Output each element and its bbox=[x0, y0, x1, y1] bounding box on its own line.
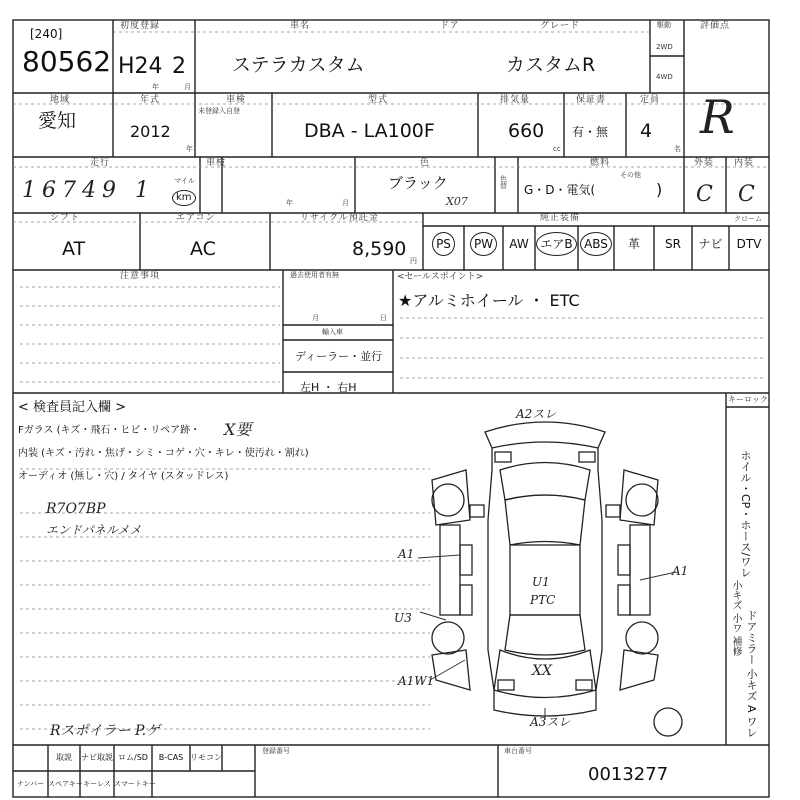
audio-line: オーディオ (無し・穴) / タイヤ (スタッドレス) bbox=[18, 471, 229, 482]
car-name: ステラカスタム bbox=[232, 54, 365, 76]
side-note-1: ホイル・CP・ホース/ワレ bbox=[739, 450, 752, 579]
door-label: ドア bbox=[440, 21, 460, 31]
equipment-sr: SR bbox=[665, 237, 681, 251]
drive-label: 駆動 bbox=[657, 21, 671, 29]
damage-a1-right: A1 bbox=[672, 564, 689, 578]
mileage: 16749 1 bbox=[22, 178, 155, 203]
score-value: R bbox=[700, 90, 735, 144]
equipment-pw: PW bbox=[464, 238, 503, 250]
footer-item: ナビ取説 bbox=[81, 753, 113, 762]
lot-tag: [240] bbox=[30, 27, 63, 41]
damage-ptc: PTC bbox=[530, 593, 556, 607]
displacement: 660 bbox=[508, 120, 545, 142]
mileage-unit-km: km bbox=[172, 190, 196, 206]
model-label: 型式 bbox=[368, 95, 389, 105]
interior-line: 内装 (キズ・汚れ・焦げ・シミ・コゲ・穴・キレ・使汚れ・割れ) bbox=[18, 448, 309, 459]
chassis-label: 車台番号 bbox=[504, 747, 532, 755]
lot-number: 80562 bbox=[22, 45, 112, 78]
footer-item-2: スマートキー bbox=[114, 780, 156, 788]
inspector-title: < 検査員記入欄 > bbox=[18, 400, 127, 415]
side-note-3: 小キズ 小ワ 補修 bbox=[730, 580, 741, 657]
keyless-label: キーロック bbox=[728, 395, 768, 404]
interior: C bbox=[738, 182, 755, 207]
import-label: 輸入車 bbox=[322, 328, 343, 336]
color: ブラック bbox=[388, 174, 448, 192]
inspection-month-unit: 月 bbox=[342, 199, 349, 207]
first-reg-label: 初度登録 bbox=[120, 21, 161, 31]
notes-month-unit: 月 bbox=[312, 314, 319, 322]
footer-item: 取説 bbox=[56, 753, 72, 762]
hand-note-bottom: Rスポイラー P.ゲ bbox=[50, 723, 161, 739]
first-reg-month: 2 bbox=[172, 54, 186, 79]
region: 愛知 bbox=[38, 110, 77, 132]
region-label: 地域 bbox=[50, 95, 71, 105]
recycle: 8,590 bbox=[352, 238, 407, 260]
warranty: 有・無 bbox=[572, 125, 609, 139]
equipment-ps: PS bbox=[423, 238, 464, 250]
exterior: C bbox=[696, 182, 713, 207]
steering-value: 左H ・ 右H bbox=[300, 381, 357, 394]
recycle-label: リサイクル預託金 bbox=[300, 213, 379, 223]
year: 2012 bbox=[130, 122, 171, 141]
warranty-label: 保証書 bbox=[576, 95, 607, 105]
year-label: 年式 bbox=[140, 95, 161, 105]
fuel-other-label: その他 bbox=[620, 171, 641, 179]
footer-item-2: ナンバー bbox=[16, 780, 45, 788]
hand-note-2: エンドパネルメメ bbox=[46, 523, 142, 537]
model: DBA - LA100F bbox=[304, 120, 435, 142]
color-side-label: 色替 bbox=[500, 175, 507, 190]
side-note-2: ドアミラー 小キズ A ワレ bbox=[745, 610, 758, 739]
capacity-unit: 名 bbox=[674, 145, 681, 153]
sales-point-label: <セールスポイント> bbox=[397, 272, 484, 282]
import-value: ディーラー・並行 bbox=[295, 350, 383, 363]
recall-label: 過去使用者有無 bbox=[290, 271, 339, 279]
ac: AC bbox=[190, 238, 216, 260]
score-label: 評価点 bbox=[700, 21, 731, 31]
exterior-label: 外装 bbox=[694, 158, 715, 168]
inspection-note: 未登録入自登 bbox=[198, 107, 240, 115]
equipment--: 革 bbox=[627, 237, 640, 251]
equipment--: ナビ bbox=[698, 237, 723, 251]
mileage-unit-mile: マイル bbox=[174, 177, 195, 185]
first-reg-month-unit: 月 bbox=[184, 83, 191, 91]
cc-unit: cc bbox=[553, 145, 561, 153]
inspection-label: 車検 bbox=[226, 95, 247, 105]
damage-xx: XX bbox=[532, 663, 552, 679]
shift-label: シフト bbox=[50, 213, 81, 223]
grade: カスタムR bbox=[506, 54, 596, 76]
chassis-number: 0013277 bbox=[588, 764, 669, 785]
inspection-year-unit: 年 bbox=[286, 199, 293, 207]
mileage-label: 走行 bbox=[90, 158, 111, 168]
sales-point: ★アルミホイール ・ ETC bbox=[398, 291, 580, 310]
first-reg-year-unit: 年 bbox=[152, 83, 159, 91]
equipment--b: エアB bbox=[535, 238, 578, 250]
displacement-label: 排気量 bbox=[500, 95, 531, 105]
equipment-label: 純正装備 bbox=[540, 213, 581, 223]
footer-item: ロム/SD bbox=[118, 753, 148, 762]
glass-mark: X要 bbox=[224, 420, 252, 439]
yen-unit: 円 bbox=[410, 257, 417, 265]
equipment-aw: AW bbox=[509, 237, 529, 251]
drive-2wd: 2WD bbox=[656, 43, 673, 51]
glass-line: Fガラス (キズ・飛石・ヒビ・リペア跡・ bbox=[18, 425, 201, 436]
shift: AT bbox=[62, 238, 86, 260]
color-code: X07 bbox=[446, 195, 468, 208]
damage-a3: A3スレ bbox=[530, 715, 571, 729]
grade-label: グレード bbox=[540, 21, 581, 31]
equipment-chrome-label: クローム bbox=[734, 215, 762, 223]
fuel: G・D・電気( bbox=[524, 183, 596, 197]
equipment-abs: ABS bbox=[578, 238, 614, 250]
footer-item: リモコン bbox=[190, 753, 222, 762]
footer-item: B-CAS bbox=[158, 753, 184, 762]
ac-label: エアコン bbox=[176, 213, 216, 223]
year-unit: 年 bbox=[186, 145, 193, 153]
footer-item-2: スペアキー bbox=[48, 780, 83, 788]
capacity-label: 定員 bbox=[640, 95, 661, 105]
damage-a1w1: A1W1 bbox=[398, 674, 435, 688]
damage-a2: A2スレ bbox=[516, 407, 557, 421]
drive-4wd: 4WD bbox=[656, 73, 673, 81]
first-reg-era-year: H24 bbox=[118, 54, 163, 79]
fuel-cell-label: 車検 bbox=[206, 158, 227, 168]
car-name-label: 車名 bbox=[290, 21, 311, 31]
interior-label: 内装 bbox=[734, 158, 755, 168]
damage-u3: U3 bbox=[394, 611, 412, 625]
reg-label: 登録番号 bbox=[262, 747, 290, 755]
equipment-dtv: DTV bbox=[736, 237, 762, 251]
caution-label: 注意事項 bbox=[120, 271, 161, 281]
capacity: 4 bbox=[640, 120, 653, 142]
notes-day-unit: 日 bbox=[380, 314, 387, 322]
damage-a1-left: A1 bbox=[398, 547, 415, 561]
fuel-kind-label: 燃料 bbox=[590, 158, 611, 168]
hand-note-1: R7O7BP bbox=[46, 501, 106, 517]
color-label: 色 bbox=[420, 158, 431, 168]
fuel-close: ) bbox=[656, 180, 663, 199]
damage-u1: U1 bbox=[532, 575, 550, 589]
footer-item-2: キーレス bbox=[83, 780, 111, 788]
